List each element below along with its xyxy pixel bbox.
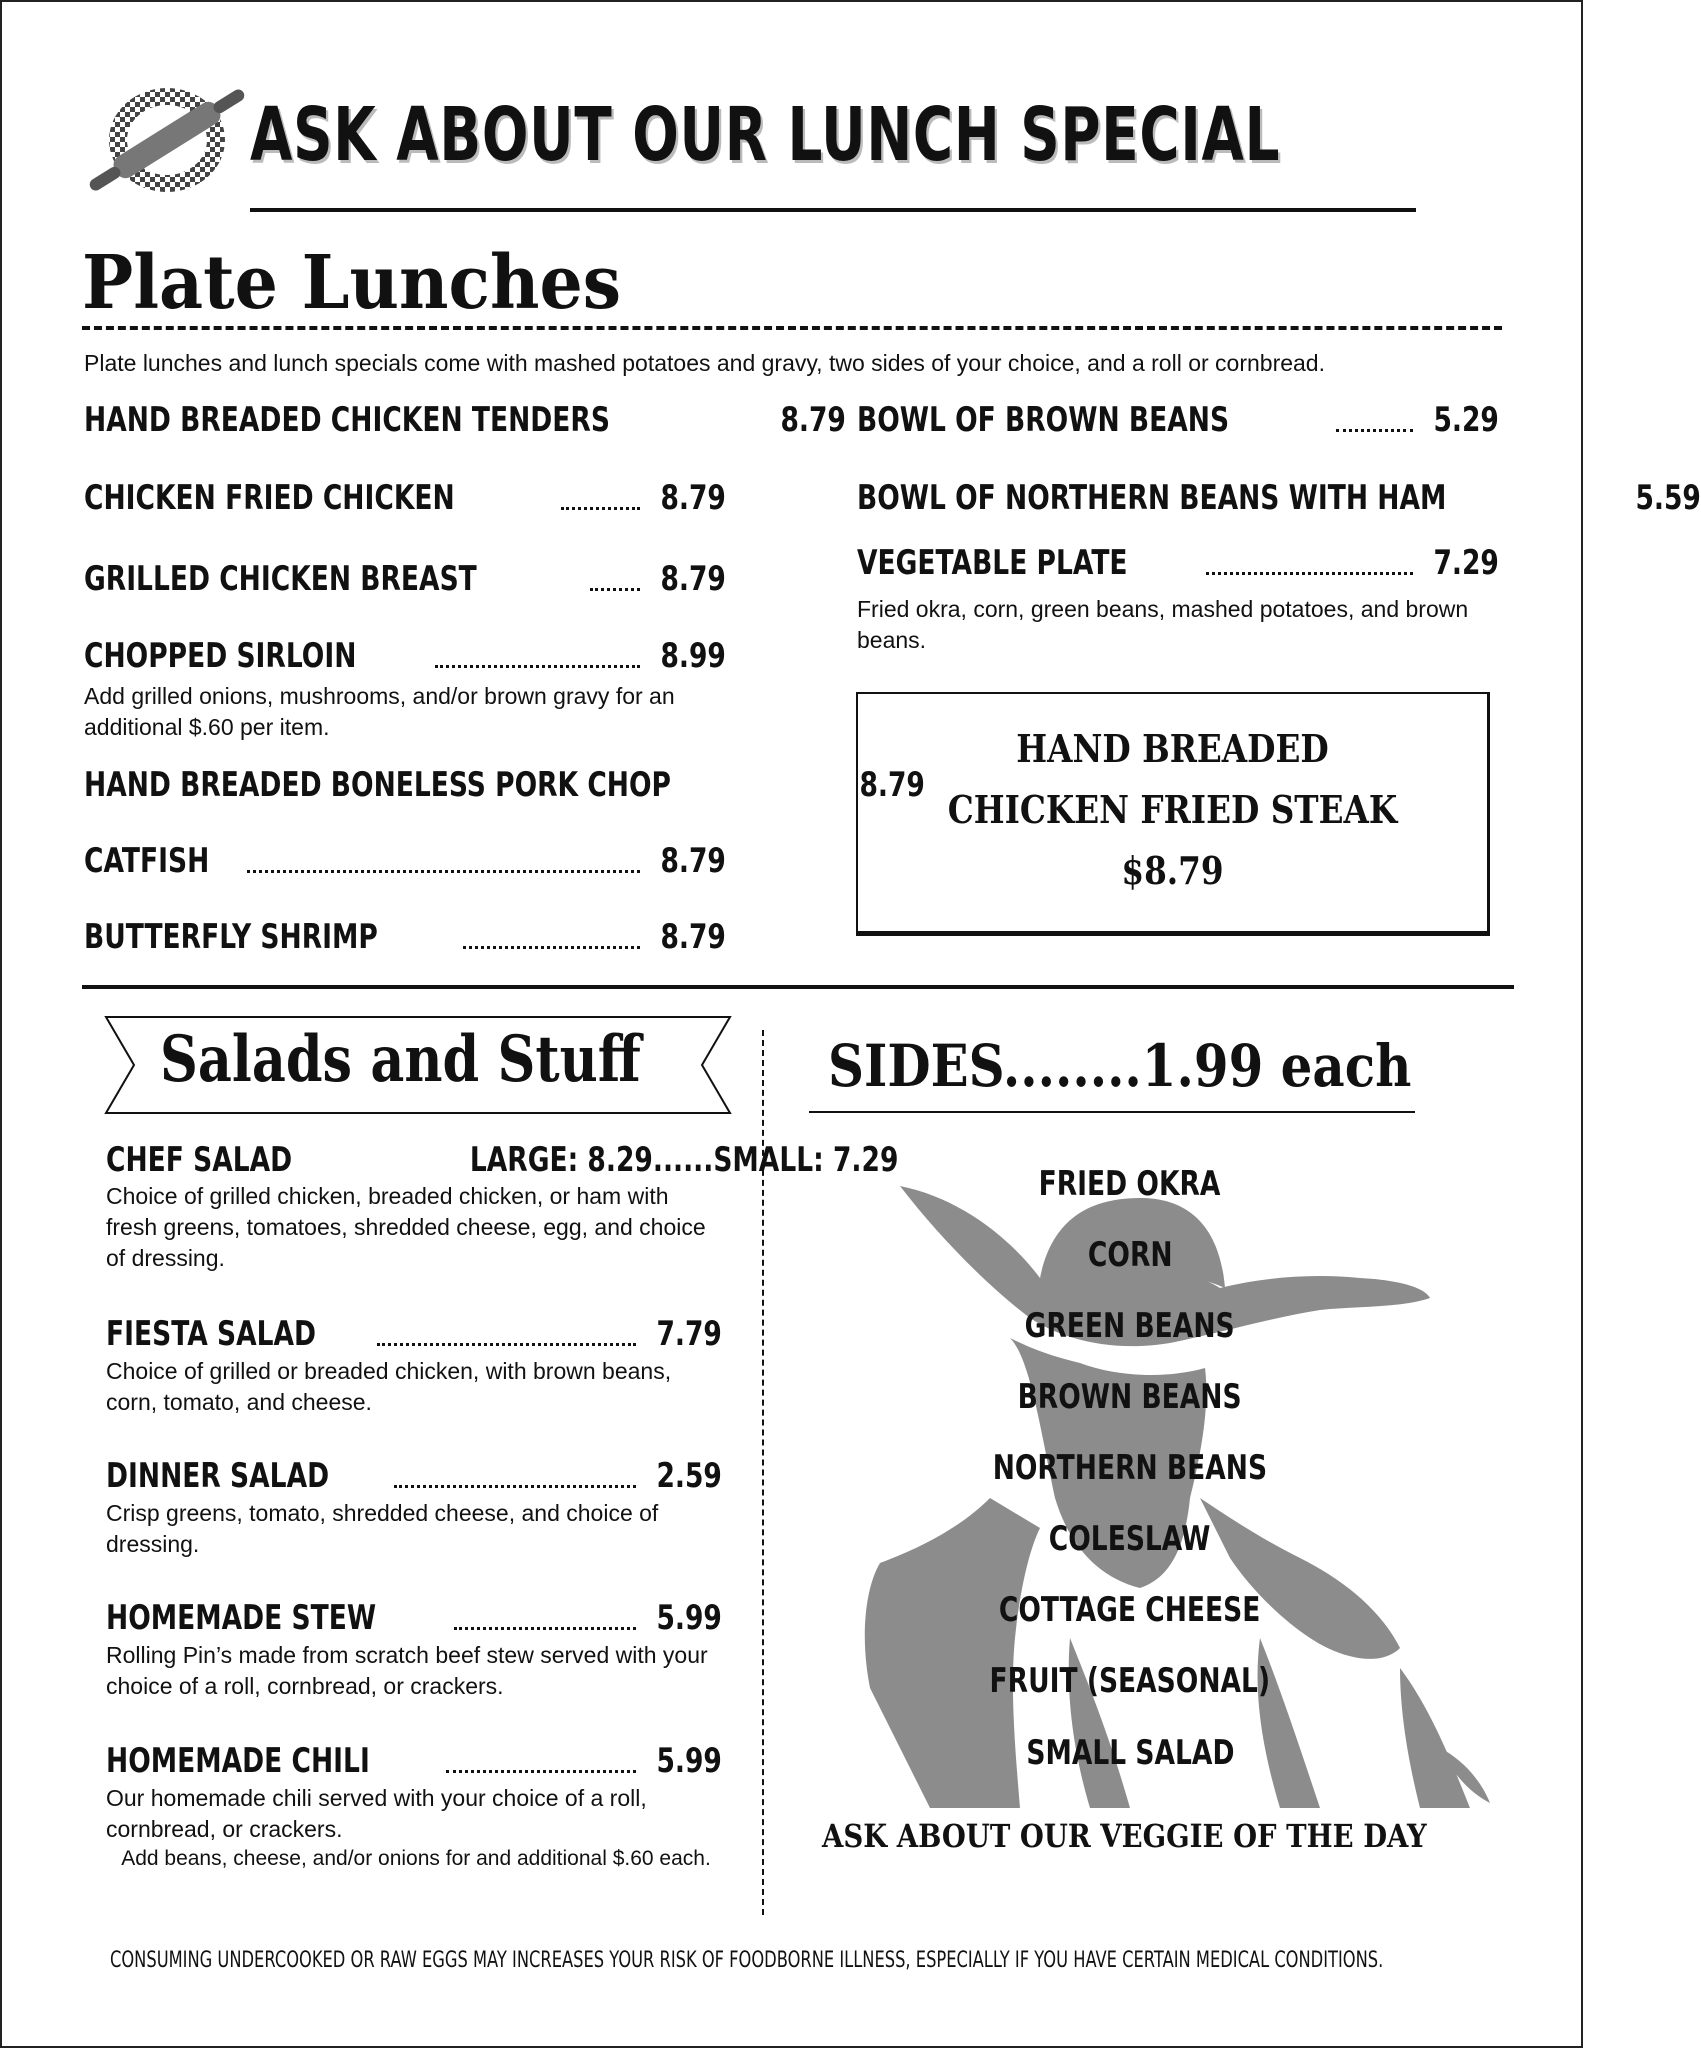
item-price: 5.29: [1433, 400, 1499, 440]
dot-leader: [1206, 572, 1413, 575]
menu-item-dinner-salad: [106, 1456, 722, 1496]
side-item-fried-okra: FRIED OKRA: [1039, 1164, 1221, 1204]
item-name: DINNER SALAD: [106, 1456, 330, 1496]
menu-item-homemade-chili: [106, 1741, 722, 1781]
sides-rule: [809, 1111, 1415, 1113]
side-item-brown-beans: BROWN BEANS: [1017, 1377, 1243, 1417]
chef-salad-description: Choice of grilled chicken, breaded chicken, or ham with fresh greens, tomatoes, shredded cheese, egg, and choice of dressing.: [106, 1183, 706, 1271]
item-price: 8.79: [660, 917, 726, 957]
special-line-2: CHICKEN FRIED STEAK: [947, 787, 1398, 832]
side-item-fruit: FRUIT (SEASONAL): [989, 1661, 1271, 1701]
chicken-fried-steak-special: [856, 692, 1490, 936]
menu-item-fiesta-salad: [106, 1314, 722, 1354]
item-name: HAND BREADED BONELESS PORK CHOP: [84, 765, 671, 805]
item-name: GRILLED CHICKEN BREAST: [84, 559, 477, 599]
item-price: 7.79: [656, 1314, 722, 1354]
item-name: CHEF SALAD: [106, 1140, 293, 1180]
plate-lunches-intro: Plate lunches and lunch specials come with mashed potatoes and gravy, two sides of your choice, and a roll or cornbread.: [84, 350, 1325, 376]
menu-item-chef-salad: [106, 1140, 899, 1180]
plate-lunches-title: Plate Lunches: [82, 240, 622, 326]
side-item-cottage-cheese: COTTAGE CHEESE: [999, 1590, 1261, 1630]
menu-item-grilled-chicken-breast: [84, 559, 726, 599]
item-name: CHOPPED SIRLOIN: [84, 636, 357, 676]
side-item-corn: CORN: [1087, 1235, 1173, 1275]
fiesta-salad-description: Choice of grilled or breaded chicken, with brown beans, corn, tomato, and cheese.: [106, 1358, 672, 1415]
dot-leader: [377, 1343, 636, 1346]
lunch-special-headline: ASK ABOUT OUR LUNCH SPECIAL: [250, 92, 1281, 178]
menu-item-northern-beans-bowl: [857, 478, 1701, 518]
item-name: CHICKEN FRIED CHICKEN: [84, 478, 455, 518]
homemade-chili-description: Our homemade chili served with your choice of a roll, cornbread, or crackers.: [106, 1785, 647, 1842]
item-name: HOMEMADE CHILI: [106, 1741, 370, 1781]
item-name: BOWL OF BROWN BEANS: [857, 400, 1230, 440]
dot-leader: [590, 588, 641, 591]
dinner-salad-description: Crisp greens, tomato, shredded cheese, and choice of dressing.: [106, 1500, 659, 1557]
dot-leader: [561, 507, 640, 510]
headline-rule: [250, 208, 1416, 212]
special-price: $8.79: [1121, 848, 1224, 893]
chili-add-on-note: Add beans, cheese, and/or onions for and additional $.60 each.: [121, 1847, 711, 1870]
item-price: 8.79: [660, 478, 726, 518]
dot-leader: [454, 1627, 636, 1630]
special-line-1: HAND BREADED: [1016, 726, 1329, 771]
item-price: 8.79: [660, 559, 726, 599]
dot-leader: [435, 665, 640, 668]
item-name: HAND BREADED CHICKEN TENDERS: [84, 400, 610, 440]
item-name: FIESTA SALAD: [106, 1314, 317, 1354]
menu-item-butterfly-shrimp: [84, 917, 726, 957]
item-price: 5.59: [1635, 478, 1701, 518]
item-name: BOWL OF NORTHERN BEANS WITH HAM: [857, 478, 1447, 518]
salads-title: Salads and Stuff: [160, 1022, 641, 1097]
item-price: 5.99: [656, 1598, 722, 1638]
veggie-of-the-day-note: ASK ABOUT OUR VEGGIE OF THE DAY: [822, 1817, 1427, 1855]
side-item-small-salad: SMALL SALAD: [1025, 1733, 1235, 1773]
menu-item-homemade-stew: [106, 1598, 722, 1638]
menu-item-chicken-fried-chicken: [84, 478, 726, 518]
dashed-divider: [82, 326, 1502, 330]
vegetable-plate-description: Fried okra, corn, green beans, mashed potatoes, and brown beans.: [857, 596, 1469, 653]
dot-leader: [463, 946, 640, 949]
item-price: 7.29: [1433, 543, 1499, 583]
side-item-northern-beans: NORTHERN BEANS: [992, 1448, 1268, 1488]
food-safety-disclaimer: CONSUMING UNDERCOOKED OR RAW EGGS MAY INCREASES YOUR RISK OF FOODBORNE ILLNESS, ESPECIALLY IF YOU HAVE CERTAIN MEDICAL CONDITIONS.: [110, 1948, 1384, 1973]
item-price: 8.99: [660, 636, 726, 676]
menu-item-chopped-sirloin: [84, 636, 726, 676]
rolling-pin-icon: [85, 72, 250, 207]
dot-leader: [446, 1770, 636, 1773]
chopped-sirloin-description: Add grilled onions, mushrooms, and/or brown gravy for an additional $.60 per item.: [84, 683, 675, 740]
menu-item-brown-beans-bowl: [857, 400, 1499, 440]
homemade-stew-description: Rolling Pin’s made from scratch beef stew served with your choice of a roll, cornbread, or crackers.: [106, 1642, 708, 1699]
item-price: 2.59: [656, 1456, 722, 1496]
item-name: BUTTERFLY SHRIMP: [84, 917, 378, 957]
side-item-coleslaw: COLESLAW: [1049, 1519, 1211, 1559]
item-price: 8.79: [780, 400, 847, 440]
menu-item-catfish: [84, 841, 726, 881]
item-price: 8.79: [858, 765, 925, 805]
item-name: CATFISH: [84, 841, 210, 881]
menu-item-chicken-tenders: [84, 400, 847, 440]
dot-leader: [247, 870, 640, 873]
section-divider: [82, 985, 1514, 989]
item-name: HOMEMADE STEW: [106, 1598, 377, 1638]
side-item-green-beans: GREEN BEANS: [1024, 1306, 1235, 1346]
menu-item-pork-chop: [84, 765, 925, 805]
dot-leader: [394, 1485, 636, 1488]
menu-item-vegetable-plate: [857, 543, 1499, 583]
sides-title: SIDES........1.99 each: [828, 1032, 1412, 1100]
item-price: LARGE: 8.29......SMALL: 7.29: [469, 1140, 899, 1180]
item-price: 5.99: [656, 1741, 722, 1781]
item-name: VEGETABLE PLATE: [857, 543, 1128, 583]
item-price: 8.79: [660, 841, 726, 881]
dot-leader: [1336, 429, 1413, 432]
